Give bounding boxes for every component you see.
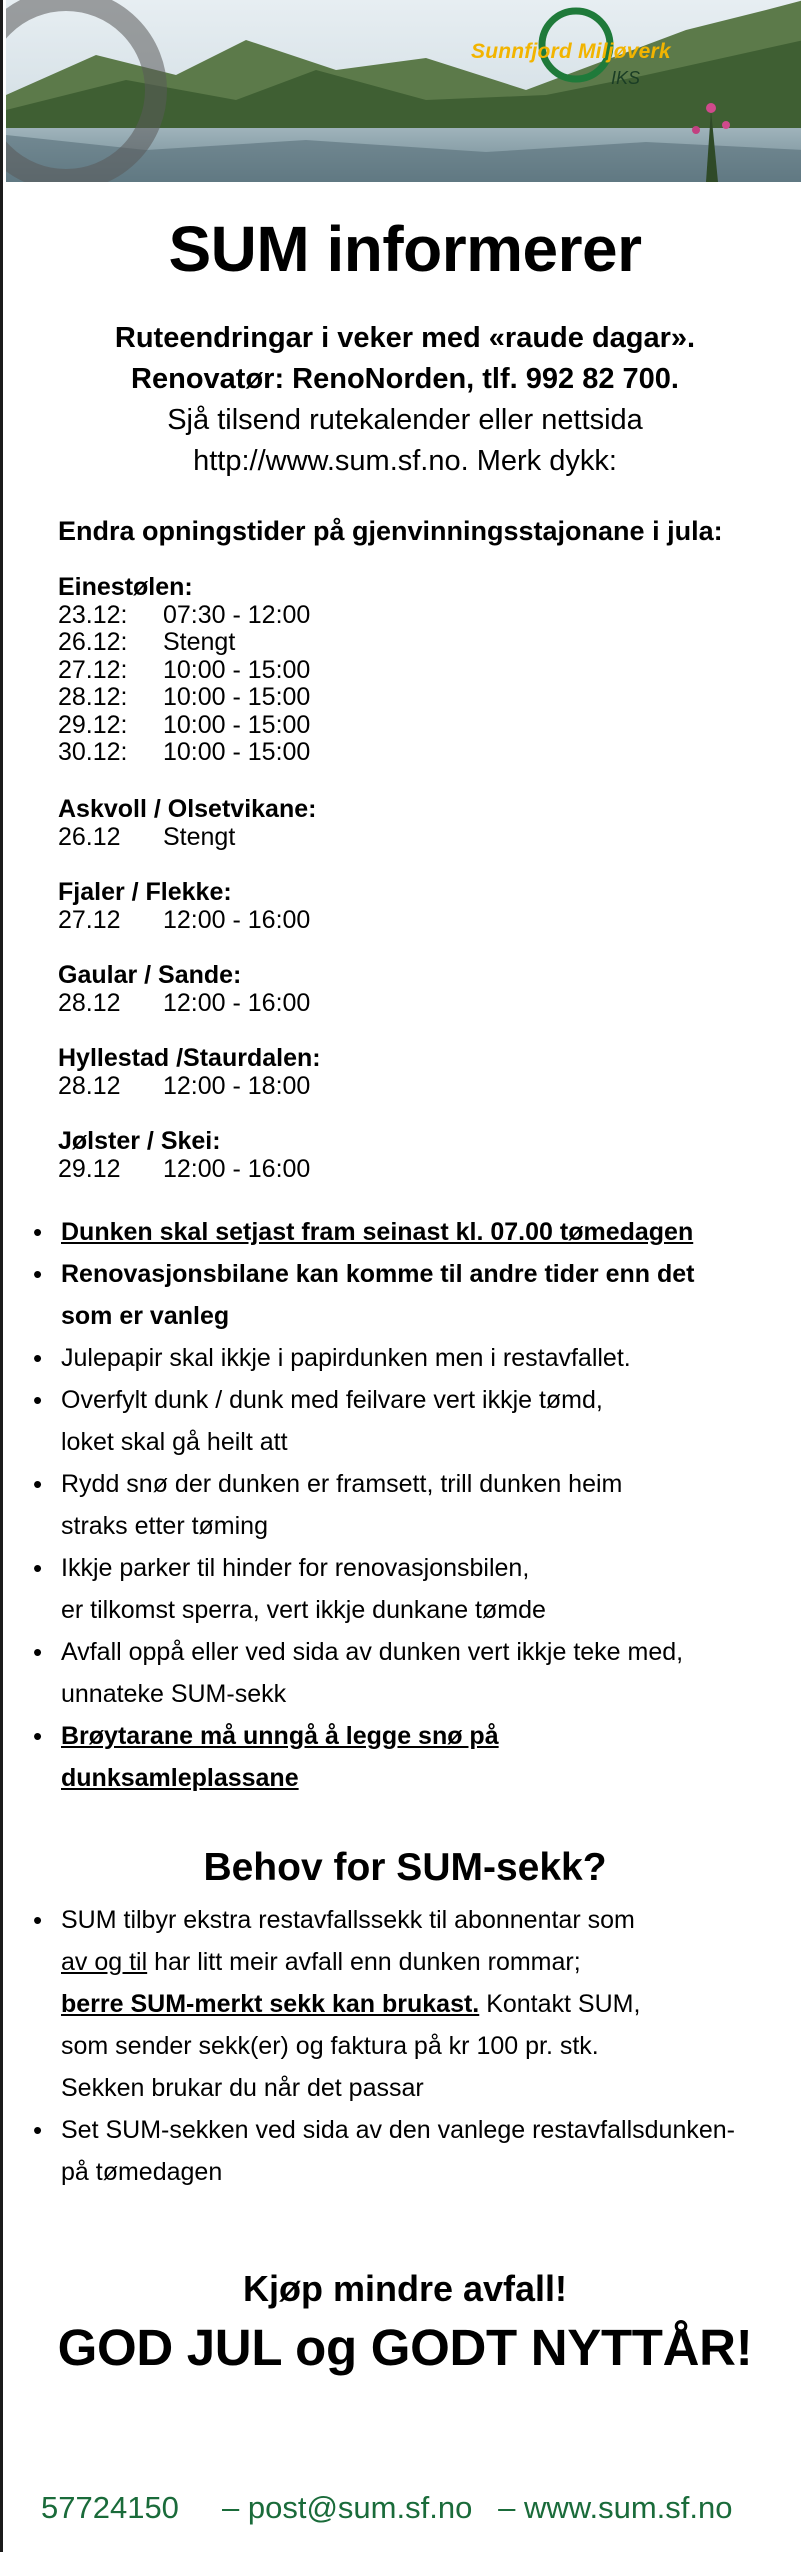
intro-block <box>6 318 801 482</box>
list-item: • Julepapir skal ikkje i papirdunken men i restavfallet. <box>31 1337 791 1379</box>
list-item: • Brøytarane må unngå å legge snø på dunksamleplassane <box>31 1715 791 1799</box>
intro-line-3: Sjå tilsend rutekalender eller nettsida <box>167 404 643 436</box>
date: 28.12 <box>58 1071 121 1100</box>
list-item: • Set SUM-sekken ved sida av den vanlege restavfallsdunken- på tømedagen <box>31 2109 791 2193</box>
station-fjaler <box>58 879 310 934</box>
hours-row <box>58 712 310 740</box>
intro-line-1: Ruteendringar i veker med «raude dagar». <box>114 322 696 354</box>
hours-row <box>58 824 316 852</box>
date: 29.12 <box>58 1154 121 1183</box>
hours-row <box>58 739 310 767</box>
list-item: • Rydd snø der dunken er framsett, trill dunken heim straks etter tøming <box>31 1463 791 1547</box>
buy-less-slogan: Kjøp mindre avfall! <box>242 2268 568 2309</box>
hours-row <box>58 629 310 657</box>
rules-list <box>31 1211 791 1799</box>
date: 23.12: <box>58 600 128 629</box>
time: Stengt <box>163 822 236 851</box>
date: 26.12 <box>58 822 121 851</box>
hours-row <box>58 657 310 685</box>
hours-row <box>58 1156 310 1184</box>
time: 10:00 - 15:00 <box>163 683 311 711</box>
logo-name: Sunnfjord Miljøverk <box>471 40 671 63</box>
contact-line <box>41 2490 732 2526</box>
list-item: • Avfall oppå eller ved sida av dunken vert ikkje teke med, unnateke SUM-sekk <box>31 1631 791 1715</box>
contact-web: – www.sum.sf.no <box>498 2490 733 2525</box>
intro-line-4: http://www.sum.sf.no. Merk dykk: <box>193 445 617 477</box>
time: 12:00 - 18:00 <box>163 1071 311 1100</box>
page-title: SUM informerer <box>168 213 642 285</box>
time: 10:00 - 15:00 <box>163 738 311 766</box>
time: 10:00 - 15:00 <box>163 655 311 684</box>
time: 07:30 - 12:00 <box>163 600 311 629</box>
station-hyllestad <box>58 1045 321 1100</box>
landscape-image <box>6 0 801 182</box>
christmas-greeting: GOD JUL og GODT NYTTÅR! <box>57 2319 753 2376</box>
list-item: • Dunken skal setjast fram seinast kl. 07.00 tømedagen <box>31 1211 791 1253</box>
list-item: • SUM tilbyr ekstra restavfallssekk til abonnentar som av og til har litt meir avfall enn dunken rommar; berre SUM-merkt sekk kan brukast. Kontakt SUM, som sender sekk(er) og faktura på kr 100 pr. stk. Sekken brukar du når det passar <box>31 1899 791 2109</box>
banner-landscape <box>6 0 801 182</box>
station-jolster <box>58 1128 310 1183</box>
intro-line-2: Renovatør: RenoNorden, tlf. 992 82 700. <box>131 363 679 395</box>
date: 30.12: <box>58 738 128 766</box>
contact-phone: 57724150 <box>41 2490 179 2525</box>
date: 27.12: <box>58 655 128 684</box>
station-name: Gaular / Sande: <box>58 961 242 989</box>
opening-hours-title: Endra opningstider på gjenvinningsstajonane i jula: <box>58 516 723 546</box>
contact-email: – post@sum.sf.no <box>222 2490 473 2525</box>
hours-row <box>58 990 310 1018</box>
date: 28.12 <box>58 988 121 1017</box>
time: 10:00 - 15:00 <box>163 710 311 739</box>
hours-row <box>58 684 310 712</box>
list-item: • Overfylt dunk / dunk med feilvare vert ikkje tømd, loket skal gå heilt att <box>31 1379 791 1463</box>
date: 29.12: <box>58 710 128 739</box>
station-name: Askvoll / Olsetvikane: <box>58 795 317 823</box>
time: 12:00 - 16:00 <box>163 1154 311 1183</box>
list-item: • Renovasjonsbilane kan komme til andre tider enn det som er vanleg <box>31 1253 791 1337</box>
date: 27.12 <box>58 905 121 934</box>
station-name: Fjaler / Flekke: <box>58 878 232 906</box>
logo-suffix: IKS <box>611 68 641 88</box>
time: 12:00 - 16:00 <box>163 988 311 1017</box>
date: 26.12: <box>58 628 128 656</box>
hours-row <box>58 602 310 630</box>
sack-list <box>31 1899 791 2193</box>
time: Stengt <box>163 628 236 656</box>
time: 12:00 - 16:00 <box>163 905 311 934</box>
hours-row <box>58 907 310 935</box>
station-einestolen <box>58 574 310 767</box>
station-gaular <box>58 962 310 1017</box>
station-askvoll <box>58 796 316 851</box>
station-name: Hyllestad /Staurdalen: <box>58 1044 321 1072</box>
date: 28.12: <box>58 683 128 711</box>
hours-row <box>58 1073 321 1101</box>
station-name: Jølster / Skei: <box>58 1127 221 1155</box>
sack-title: Behov for SUM-sekk? <box>203 1846 607 1889</box>
list-item: • Ikkje parker til hinder for renovasjonsbilen, er tilkomst sperra, vert ikkje dunkane tømde <box>31 1547 791 1631</box>
station-name: Einestølen: <box>58 573 193 601</box>
